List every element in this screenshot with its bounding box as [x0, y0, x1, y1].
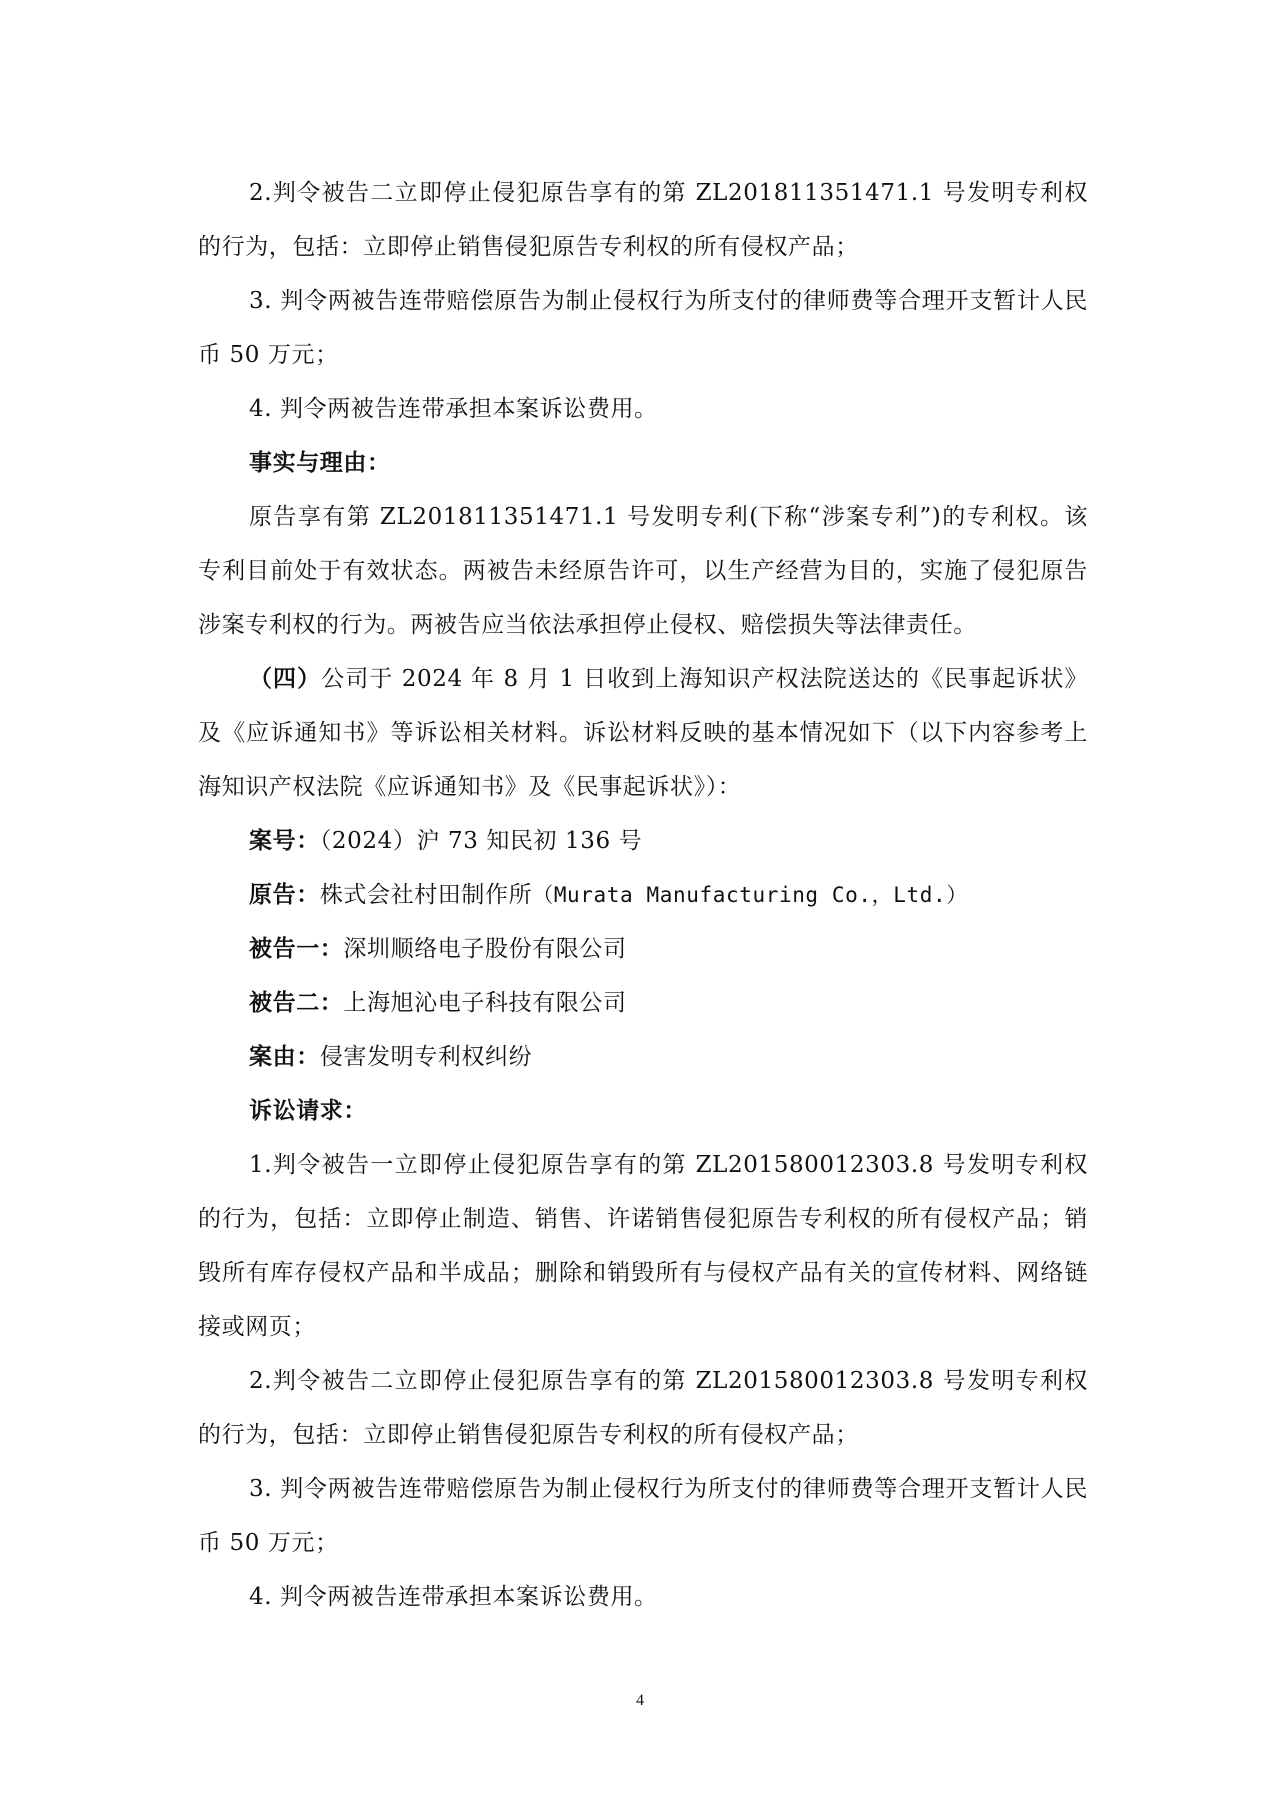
plaintiff-english-name: （Murata Manufacturing Co.，Ltd.） — [532, 883, 968, 907]
claim-2-previous-case: 2.判令被告二立即停止侵犯原告享有的第 ZL201811351471.1 号发明专利权的行为，包括：立即停止销售侵犯原告专利权的所有侵权产品； — [198, 180, 1088, 260]
cause-value: 侵害发明专利权纠纷 — [319, 1044, 533, 1070]
facts-heading-paragraph — [198, 436, 1088, 490]
plaintiff-line — [198, 868, 1088, 922]
plaintiff-label: 原告： — [249, 881, 320, 908]
defendant-2-label: 被告二： — [249, 989, 344, 1016]
case-number-line — [198, 814, 1088, 868]
facts-body: 原告享有第 ZL201811351471.1 号发明专利(下称“涉案专利”)的专利权。该专利目前处于有效状态。两被告未经原告许可，以生产经营为目的，实施了侵犯原告涉案专利权的行为。两被告应当依法承担停止侵权、赔偿损失等法律责任。 — [198, 504, 1088, 638]
case-number-value: （2024）沪 73 知民初 136 号 — [319, 828, 643, 854]
claim-4-previous-case: 4. 判令两被告连带承担本案诉讼费用。 — [249, 396, 658, 422]
page-number: 4 — [636, 1692, 644, 1709]
facts-heading: 事实与理由： — [249, 449, 391, 476]
claims-heading: 诉讼请求： — [249, 1097, 367, 1124]
claim-3: 3. 判令两被告连带赔偿原告为制止侵权行为所支付的律师费等合理开支暂计人民币 50 万元； — [198, 1476, 1088, 1556]
defendant-2-value: 上海旭沁电子科技有限公司 — [343, 990, 627, 1016]
claim-3-previous-case: 3. 判令两被告连带赔偿原告为制止侵权行为所支付的律师费等合理开支暂计人民币 50 万元； — [198, 288, 1088, 368]
case-number-label: 案号： — [249, 827, 320, 854]
defendant-1-line — [198, 922, 1088, 976]
cause-line — [198, 1030, 1088, 1084]
section-4-intro-text: 公司于 2024 年 8 月 1 日收到上海知识产权法院送达的《民事起诉状》及《应诉通知书》等诉讼相关材料。诉讼材料反映的基本情况如下（以下内容参考上海知识产权法院《应诉通知书》及《民事起诉状》）： — [198, 666, 1088, 800]
plaintiff-name: 株式会社村田制作所 — [319, 882, 533, 908]
section-4-label: （四） — [249, 665, 322, 692]
cause-label: 案由： — [249, 1043, 320, 1070]
document-body — [198, 166, 1088, 1624]
claim-4: 4. 判令两被告连带承担本案诉讼费用。 — [249, 1584, 658, 1610]
defendant-2-line — [198, 976, 1088, 1030]
claim-1: 1.判令被告一立即停止侵犯原告享有的第 ZL201580012303.8 号发明专利权的行为，包括：立即停止制造、销售、许诺销售侵犯原告专利权的所有侵权产品；销毁所有库存侵权产品和半成品；删除和销毁所有与侵权产品有关的宣传材料、网络链接或网页； — [198, 1152, 1088, 1340]
defendant-1-value: 深圳顺络电子股份有限公司 — [343, 936, 627, 962]
claim-2: 2.判令被告二立即停止侵犯原告享有的第 ZL201580012303.8 号发明专利权的行为，包括：立即停止销售侵犯原告专利权的所有侵权产品； — [198, 1368, 1088, 1448]
section-4-intro — [198, 652, 1088, 814]
defendant-1-label: 被告一： — [249, 935, 344, 962]
claims-heading-paragraph — [198, 1084, 1088, 1138]
